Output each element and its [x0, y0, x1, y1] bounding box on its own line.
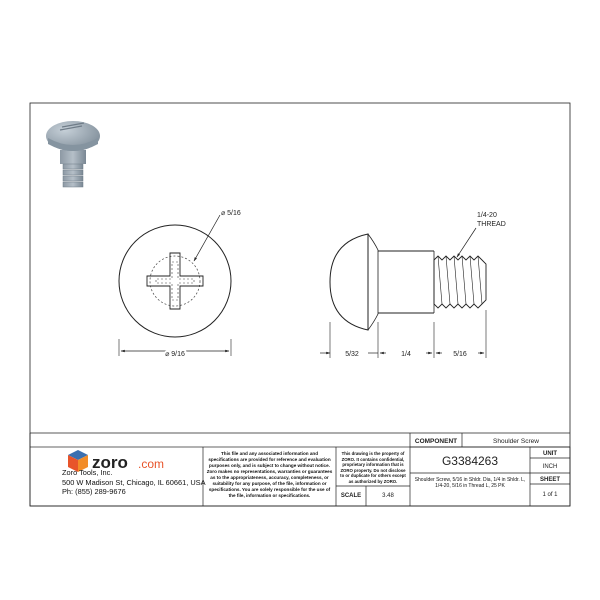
- sheet-label: SHEET: [539, 477, 561, 483]
- zoro-logo-text: zoro: [92, 453, 128, 472]
- part-number: G3384263: [441, 454, 499, 468]
- company-phone: Ph: (855) 289-9676: [62, 487, 126, 497]
- screw-3d-thumbnail: [46, 121, 100, 187]
- zoro-logo-suffix: .com: [138, 457, 165, 471]
- side-view: [320, 228, 486, 358]
- head-outer-diameter-label: ⌀ 9/16: [165, 351, 185, 358]
- thread-callout-line1: 1/4-20: [477, 212, 497, 219]
- unit-value: INCH: [542, 464, 558, 470]
- front-view: [119, 215, 231, 356]
- company-name: Zoro Tools, Inc.: [62, 468, 113, 477]
- head-inner-diameter-label: ⌀ 5/16: [221, 210, 241, 217]
- scale-label: SCALE: [340, 493, 362, 499]
- component-label: COMPONENT: [414, 438, 458, 445]
- disclaimer-text: This file and any associated information and specifications are provided for reference and evaluation purposes only, and is subject to change without notice. Zoro makes no representations, warranties or guarantees as to the appropriateness, accuracy, completeness, or suitability for any purpose, of the file, information or specifications. You are solely responsible for the use of the file, information or specifications.: [206, 451, 333, 498]
- company-address: 500 W Madison St, Chicago, IL 60661, USA: [62, 477, 206, 487]
- shoulder-length-dimension: 1/4: [401, 351, 411, 358]
- part-description: Shoulder Screw, 5/16 in Shldr. Dia, 1/4 in Shldr. L, 1/4-20, 5/16 in Thread L, 25 PK: [414, 477, 526, 490]
- property-notice-text: This drawing is the property of ZORO. It contains confidential, proprietary information that is ZORO property. Do not disclose to or duplicate for others except as authorized by ZORO.: [340, 451, 406, 484]
- scale-value: 3.48: [382, 493, 394, 499]
- company-address-block: [62, 468, 206, 497]
- thread-callout-line2: THREAD: [477, 221, 506, 228]
- sheet-border: [30, 103, 570, 506]
- component-value: Shoulder Screw: [493, 438, 539, 445]
- head-height-dimension: 5/32: [345, 351, 359, 358]
- thread-length-dimension: 5/16: [453, 351, 467, 358]
- unit-label: UNIT: [543, 451, 557, 457]
- sheet-value: 1 of 1: [542, 492, 558, 498]
